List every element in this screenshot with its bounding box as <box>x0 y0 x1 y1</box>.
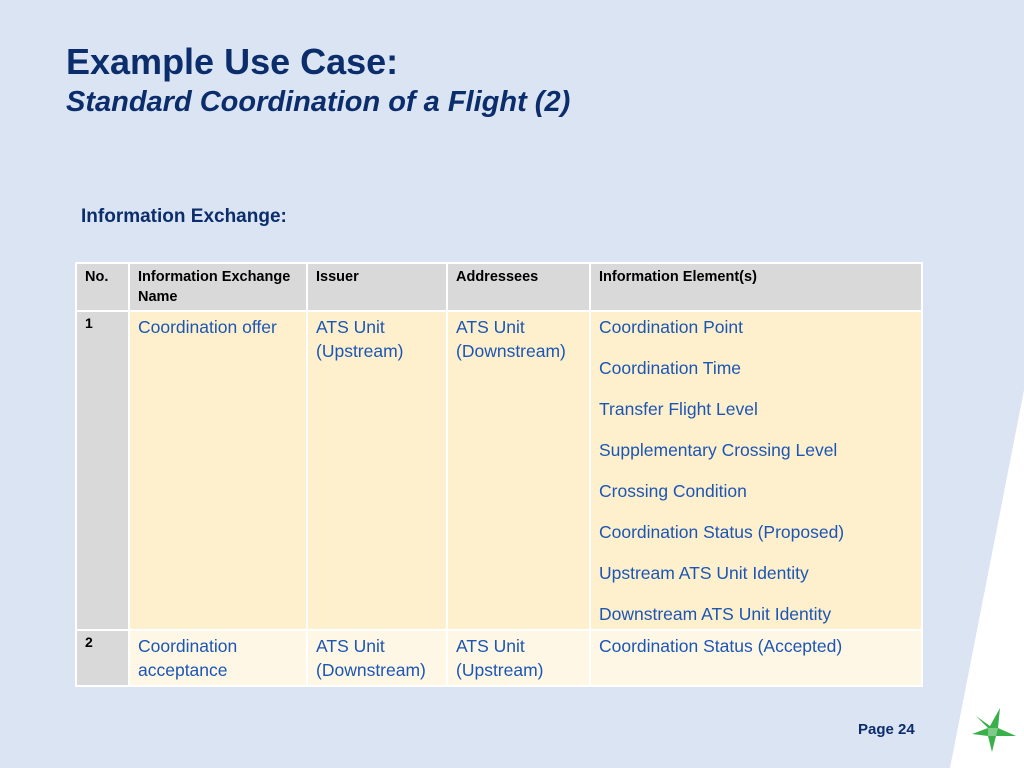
information-element: Supplementary Crossing Level <box>599 440 838 460</box>
information-exchange-table <box>75 262 923 687</box>
information-element: Coordination Point <box>599 317 743 337</box>
exchange-name-cell: Coordination offer <box>129 311 307 630</box>
header-no: No. <box>76 263 129 311</box>
exchange-name-cell: Coordination acceptance <box>129 630 307 686</box>
table-row <box>76 311 922 630</box>
slide-subtitle: Standard Coordination of a Flight (2) <box>66 86 571 118</box>
issuer-cell: ATS Unit (Upstream) <box>307 311 447 630</box>
information-element: Coordination Status (Proposed) <box>599 522 845 542</box>
information-element: Transfer Flight Level <box>599 399 758 419</box>
header-information-elements: Information Element(s) <box>590 263 922 311</box>
information-element: Coordination Status (Accepted) <box>599 636 843 656</box>
header-exchange-name: Information Exchange Name <box>129 263 307 311</box>
row-number: 2 <box>76 630 129 686</box>
row-number: 1 <box>76 311 129 630</box>
section-label: Information Exchange: <box>81 206 287 227</box>
information-element: Downstream ATS Unit Identity <box>599 604 832 624</box>
table-row <box>76 630 922 686</box>
table-header-row <box>76 263 922 311</box>
star-logo-icon <box>970 706 1018 754</box>
addressees-cell: ATS Unit (Upstream) <box>447 630 590 686</box>
information-elements-cell <box>590 311 922 630</box>
information-element: Coordination Time <box>599 358 742 378</box>
information-element: Upstream ATS Unit Identity <box>599 563 809 583</box>
slide-title: Example Use Case: <box>66 41 399 82</box>
information-elements-cell <box>590 630 922 686</box>
issuer-cell: ATS Unit (Downstream) <box>307 630 447 686</box>
page-number: Page 24 <box>858 721 915 738</box>
addressees-cell: ATS Unit (Downstream) <box>447 311 590 630</box>
header-issuer: Issuer <box>307 263 447 311</box>
information-element: Crossing Condition <box>599 481 747 501</box>
header-addressees: Addressees <box>447 263 590 311</box>
